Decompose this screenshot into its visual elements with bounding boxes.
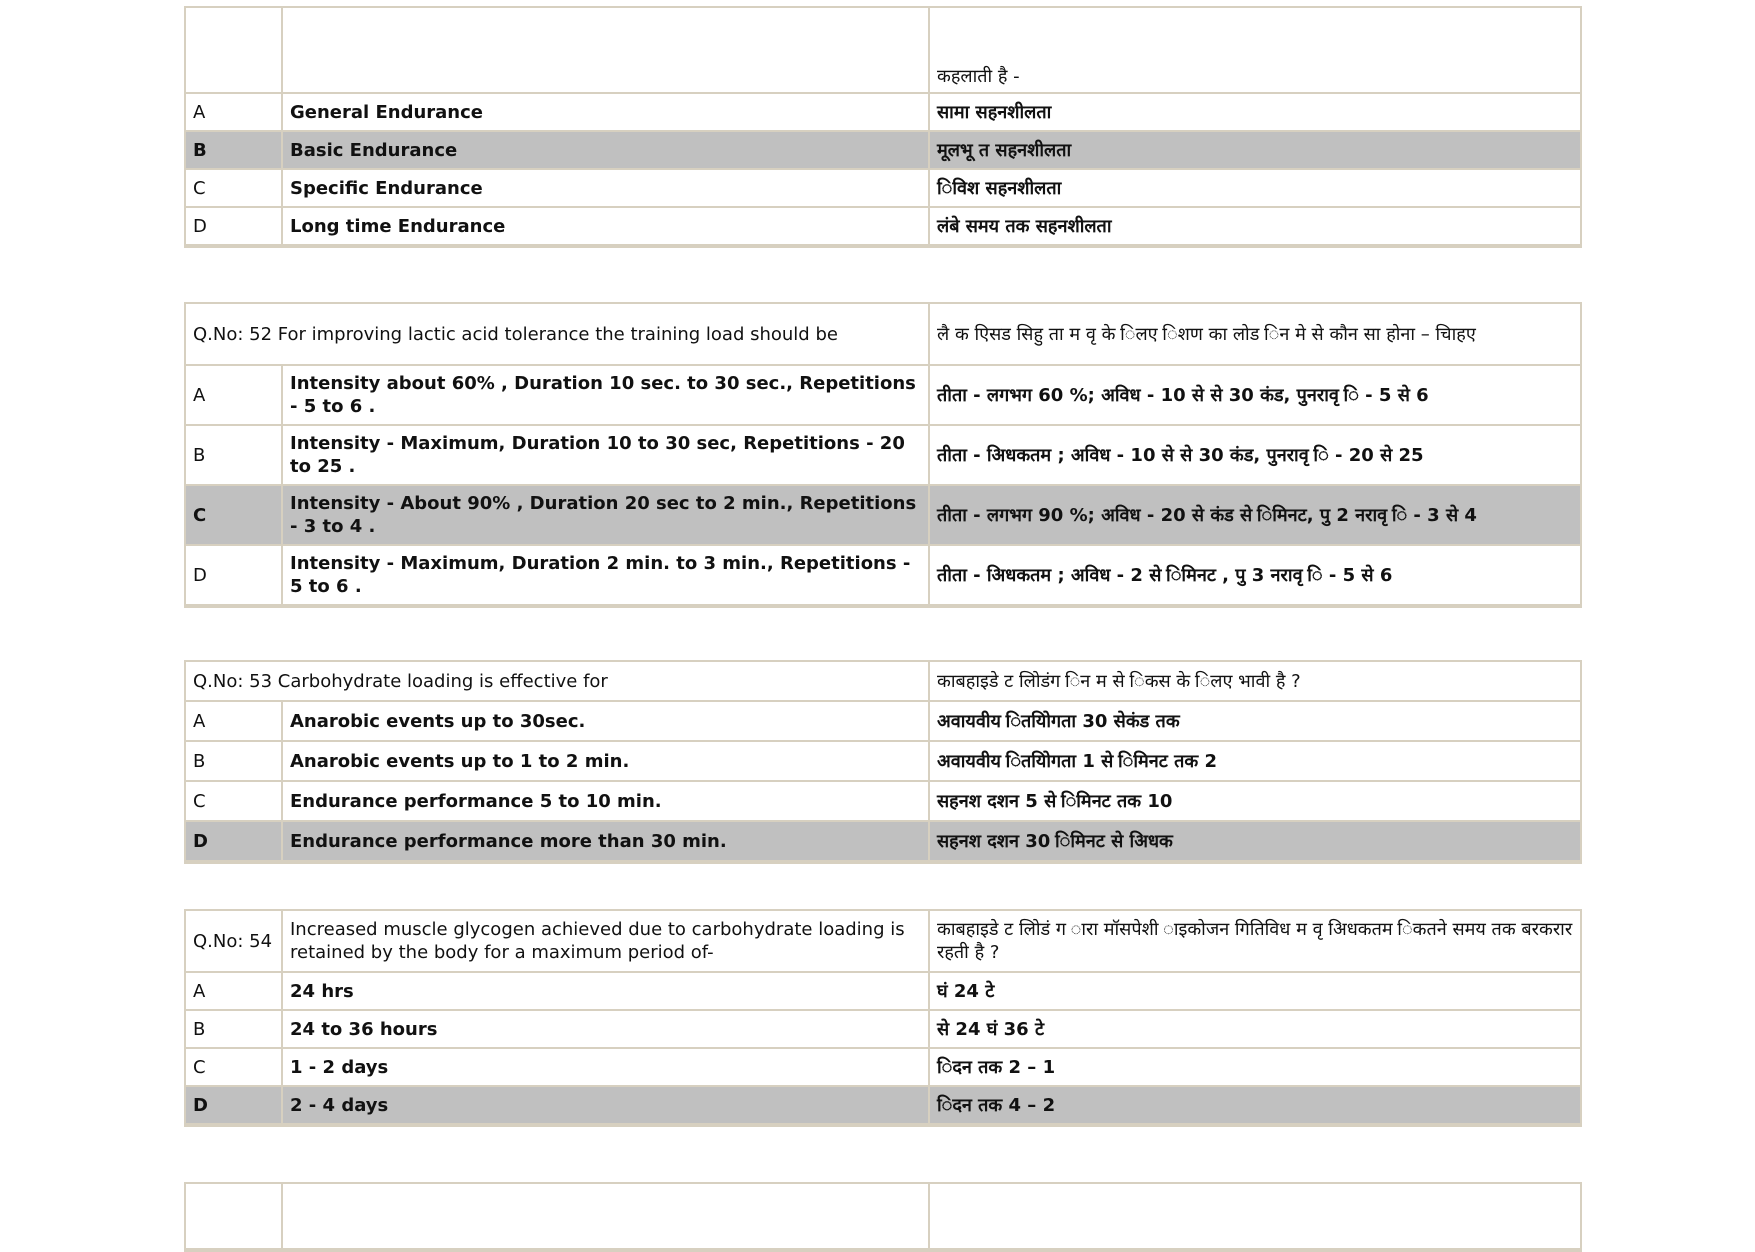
option-text-en: Anarobic events up to 30sec. (282, 701, 929, 741)
option-row-d-correct (185, 821, 1581, 862)
option-text-en: 2 - 4 days (282, 1086, 929, 1125)
option-letter: D (185, 1086, 282, 1125)
option-text-hi: तीता - लगभग 60 %; अविध - 10 से से 30 कंड, पुनरावृ ि - 5 से 6 (929, 365, 1581, 425)
option-letter: C (185, 781, 282, 821)
option-letter: B (185, 131, 282, 169)
option-letter: A (185, 972, 282, 1010)
option-text-hi: सामा सहनशीलता (929, 93, 1581, 131)
option-text-hi: मूलभू त सहनशीलता (929, 131, 1581, 169)
option-letter: A (185, 701, 282, 741)
option-text-hi: तीता - अिधकतम ; अविध - 2 से िमिनट , पु 3 नरावृ ि - 5 से 6 (929, 545, 1581, 606)
question-text-en (185, 661, 929, 701)
option-row-c-correct (185, 485, 1581, 545)
option-text-en: Specific Endurance (282, 169, 929, 207)
question-number: Q.No: 54 (185, 910, 282, 972)
option-row-d (185, 207, 1581, 246)
option-text-en: Intensity about 60% , Duration 10 sec. to 30 sec., Repetitions - 5 to 6 . (282, 365, 929, 425)
option-text-en: 24 to 36 hours (282, 1010, 929, 1048)
option-text-hi: सहनश दशन 5 से िमिनट तक 10 (929, 781, 1581, 821)
option-text-hi: िदन तक 4 – 2 (929, 1086, 1581, 1125)
question-table-52 (184, 302, 1582, 608)
option-row-d-correct (185, 1086, 1581, 1125)
option-text-hi: िविश सहनशीलता (929, 169, 1581, 207)
option-letter: D (185, 821, 282, 862)
question-number: Q.No: 53 (193, 670, 273, 692)
option-text-en: Intensity - About 90% , Duration 20 sec to 2 min., Repetitions - 3 to 4 . (282, 485, 929, 545)
option-text-hi: सहनश दशन 30 िमिनट से अिधक (929, 821, 1581, 862)
option-letter: B (185, 741, 282, 781)
option-text-en: Intensity - Maximum, Duration 10 to 30 sec, Repetitions - 20 to 25 . (282, 425, 929, 485)
option-text-en: Basic Endurance (282, 131, 929, 169)
option-row-a (185, 365, 1581, 425)
question-text: Carbohydrate loading is effective for (277, 670, 608, 692)
question-row (185, 303, 1581, 365)
question-text-en: Increased muscle glycogen achieved due to carbohydrate loading is retained by the body for a maximum period of- (282, 910, 929, 972)
option-row-c (185, 169, 1581, 207)
question-text-hi: काबहाइडे ट लोिडंग िन म से िकस के िलए भावी है ? (929, 661, 1581, 701)
option-row-c (185, 1048, 1581, 1086)
question-row (185, 661, 1581, 701)
option-text-hi: घं 24 टे (929, 972, 1581, 1010)
question-number: Q.No: 52 (193, 323, 273, 345)
option-row-c (185, 781, 1581, 821)
option-text-en: General Endurance (282, 93, 929, 131)
option-row-a (185, 972, 1581, 1010)
question-row (185, 7, 1581, 93)
option-text-en: Long time Endurance (282, 207, 929, 246)
question-table-54 (184, 909, 1582, 1127)
option-text-hi: िदन तक 2 – 1 (929, 1048, 1581, 1086)
option-row-b (185, 741, 1581, 781)
option-text-en: Anarobic events up to 1 to 2 min. (282, 741, 929, 781)
option-text-hi: तीता - अिधकतम ; अविध - 10 से से 30 कंड, पुनरावृ ि - 20 से 25 (929, 425, 1581, 485)
question-row (185, 910, 1581, 972)
option-text-hi: अवायवीय ितयोिगता 30 सेकंड तक (929, 701, 1581, 741)
option-row-d (185, 545, 1581, 606)
question-number (185, 7, 282, 93)
question-table-53 (184, 660, 1582, 864)
option-letter: D (185, 207, 282, 246)
option-row-b (185, 1010, 1581, 1048)
option-letter: A (185, 365, 282, 425)
option-letter: C (185, 485, 282, 545)
option-text-en: 1 - 2 days (282, 1048, 929, 1086)
question-table-next-empty (184, 1182, 1582, 1252)
question-text: For improving lactic acid tolerance the training load should be (277, 323, 838, 345)
option-letter: C (185, 169, 282, 207)
question-text-hi: लै क एिसड सिहु ता म वृ के िलए िशण का लोड िन मे से कौन सा होना – चािहए (929, 303, 1581, 365)
option-text-en: 24 hrs (282, 972, 929, 1010)
question-text-en (185, 303, 929, 365)
option-letter: C (185, 1048, 282, 1086)
option-letter: B (185, 425, 282, 485)
question-text-hi: काबहाइडे ट लोिडं ग ारा मॉसपेशी ाइकोजन गितिविध म वृ अिधकतम िकतने समय तक बरकरार रहती है ? (929, 910, 1581, 972)
option-letter: D (185, 545, 282, 606)
option-letter: B (185, 1010, 282, 1048)
option-text-hi: अवायवीय ितयोिगता 1 से िमिनट तक 2 (929, 741, 1581, 781)
question-text-hi: कहलाती है - (929, 7, 1581, 93)
option-text-en: Endurance performance 5 to 10 min. (282, 781, 929, 821)
option-row-b (185, 425, 1581, 485)
option-text-en: Endurance performance more than 30 min. (282, 821, 929, 862)
option-text-hi: से 24 घं 36 टे (929, 1010, 1581, 1048)
option-row-a (185, 93, 1581, 131)
option-letter: A (185, 93, 282, 131)
option-text-hi: तीता - लगभग 90 %; अविध - 20 से कंड से िमिनट, पु 2 नरावृ ि - 3 से 4 (929, 485, 1581, 545)
question-text-en (282, 7, 929, 93)
option-row-a (185, 701, 1581, 741)
question-table-51 (184, 6, 1582, 248)
option-text-hi: लंबे समय तक सहनशीलता (929, 207, 1581, 246)
option-row-b-correct (185, 131, 1581, 169)
option-text-en: Intensity - Maximum, Duration 2 min. to 3 min., Repetitions - 5 to 6 . (282, 545, 929, 606)
